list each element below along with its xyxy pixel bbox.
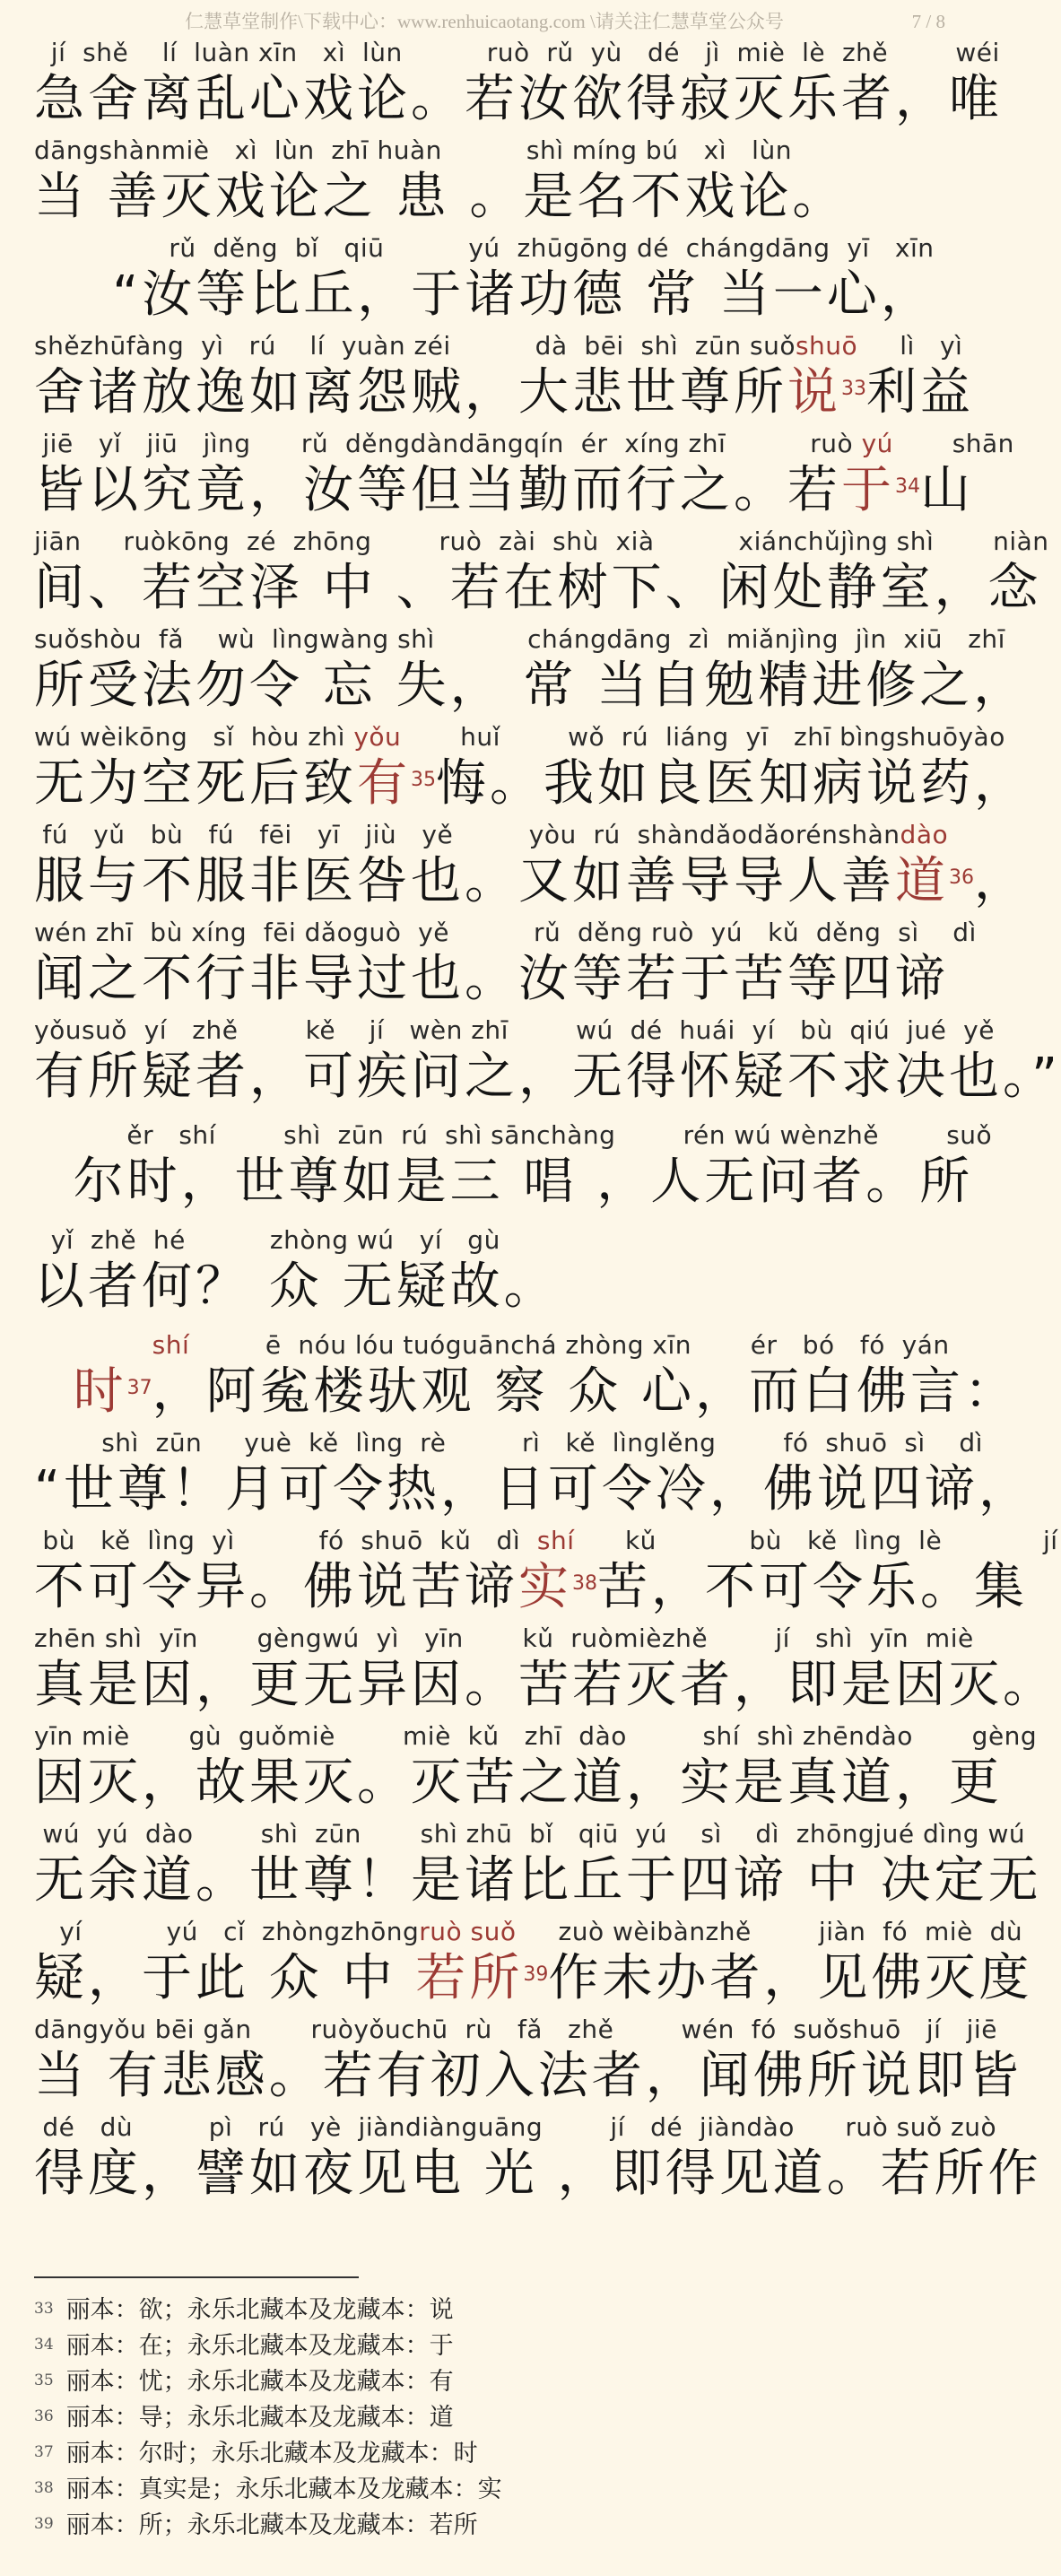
pinyin-text: yí yú cǐ zhòngzhōng [34,1917,420,1946]
hanzi-text: 当 有悲感。若有初入法者，闻佛所说即皆 [34,2047,1022,2105]
pinyin-line [34,231,940,265]
hanzi-text: 服与不服非医咎也。又如善导导人善 [34,852,895,910]
hanzi-line [34,461,974,524]
pinyin-variant: shí [536,1526,575,1555]
hanzi-text: 得度，譬如夜见电 光 ，即得见道。若所作 [34,2145,1042,2203]
footnote-number: 37 [34,2443,54,2461]
footnote-marker: 39 [523,1963,549,1986]
pinyin-variant: yú [861,429,893,458]
pinyin-variant: ruò suǒ [419,1917,517,1946]
footnote-marker: 37 [126,1377,152,1399]
text-line [34,36,1003,134]
variant-character: 于 [841,461,895,519]
text-body [34,36,1061,2208]
hanzi-line [34,70,1003,133]
footnote-text: 丽本：导；永乐北藏本及龙藏本：道 [65,2404,454,2432]
text-line [34,622,1028,720]
hanzi-line [34,363,974,426]
hanzi-line [34,1048,1061,1110]
pinyin-line [34,818,949,852]
text-line [34,1524,1058,1622]
text-line [34,1622,1057,1719]
hanzi-line [34,1362,1019,1425]
footnote-divider [34,2276,359,2278]
variant-character: 实 [518,1558,572,1616]
variant-character: 若所 [415,1949,524,2007]
pinyin-text: ē nóu lóu tuóguānchá zhòng xīn ér bó fó yán [189,1330,950,1360]
pinyin-line [34,525,1049,559]
pinyin-text: jí shě lí luàn xīn xì lùn ruò rǔ yù dé jì miè lè zhě wéi [34,38,1000,67]
variant-character: 时 [73,1362,127,1421]
hanzi-text: 所受法勿令 忘 失， 常 当自勉精进修之， [34,657,1028,715]
hanzi-text: 悔。我如良医知病说药， [436,754,1028,813]
text-line [34,525,1049,622]
hanzi-text: 急舍离乱心戏论。若汝欲得寂灭乐者，唯 [34,70,1003,128]
text-line [34,1915,1033,2013]
footnote-item [34,2364,931,2400]
hanzi-text: 间、若空泽 中 、若在树下、闲处静室，念 [34,559,1042,617]
pinyin-line [34,622,1005,657]
text-line [34,916,977,1014]
footnote-number: 34 [34,2336,54,2354]
pinyin-text: kǔ bù kě lìng lè jí [574,1526,1058,1555]
text-line [34,1328,1019,1426]
variant-character: 道 [895,852,949,910]
pinyin-line [34,1915,1023,1949]
hanzi-text: 舍诸放逸如离怨贼，大悲世尊所 [34,363,787,422]
pinyin-variant: shuō [795,331,858,361]
pinyin-text: shì zūn yuè kě lìng rè rì kě lìnglěng fó shuō sì dì [34,1428,983,1458]
footnote-number: 39 [34,2515,54,2533]
hanzi-text: 尔时，世尊如是三 唱 ，人无问者。所 [34,1153,974,1211]
footnote-marker: 34 [895,475,920,498]
hanzi-line [34,1558,1028,1621]
pinyin-text: huǐ wǒ rú liáng yī zhī bìngshuōyào [401,722,1005,752]
footnote-marker: 36 [949,866,974,889]
footnote-item [34,2436,931,2472]
pinyin-text: yǒusuǒ yí zhě kě jí wèn zhī wú dé huái yí bù qiú jué yě [34,1015,995,1045]
pinyin-text: dé dù pì rú yè jiàndiànguāng jí dé jiàndào ruò suǒ zuò [34,2112,997,2142]
pinyin-text: rǔ děng bǐ qiū yú zhūgōng dé chángdāng yī xīn [34,233,935,263]
pinyin-variant: yǒu [353,722,402,752]
hanzi-text: 山 [920,461,974,519]
pinyin-text: zhēn shì yīn gèngwú yì yīn kǔ ruòmièzhě jí shì yīn miè [34,1623,974,1653]
hanzi-text [34,1362,74,1421]
footnote-marker: 38 [572,1572,597,1595]
hanzi-text: 无余道。世尊！是诸比丘于四谛 中 决定无 [34,1851,1042,1910]
hanzi-text: 不可令异。佛说苦谛 [34,1558,518,1616]
pinyin-text: fú yǔ bù fú fēi yī jiù yě yòu rú shàndǎodǎorénshàn [34,820,900,849]
pinyin-line [34,1719,1038,1754]
hanzi-text: “世尊！月可令热，日可令冷，佛说四谛， [34,1460,1033,1519]
variant-character: 有 [357,754,411,813]
pinyin-text: bù kě lìng yì fó shuō kǔ dì [34,1526,537,1555]
hanzi-text: 疑，于此 众 中 [34,1949,416,2007]
pinyin-line [34,2013,997,2047]
text-line [34,1426,1033,1524]
hanzi-line [34,852,1028,915]
footnote-number: 35 [34,2371,54,2389]
hanzi-text: 因灭，故果灭。灭苦之道，实是真道，更 [34,1754,1003,1812]
pinyin-text: dāngyǒu bēi gǎn ruòyǒuchū rù fǎ zhě wén fó suǒshuō jí jiē [34,2015,997,2044]
hanzi-line [34,2047,1022,2110]
text-line [34,1118,993,1216]
footnote-text: 丽本：欲；永乐北藏本及龙藏本：说 [65,2296,454,2324]
pinyin-line [34,1118,993,1153]
text-line [34,1817,1042,1915]
pinyin-text: wén zhī bù xíng fēi dǎoguò yě rǔ děng ruò yú kǔ děng sì dì [34,918,977,947]
hanzi-text: 作未办者，见佛灭度 [548,1949,1033,2007]
hanzi-line [34,2145,1042,2207]
footnote-text: 丽本：在；永乐北藏本及龙藏本：于 [65,2332,454,2360]
text-line [34,1014,1061,1111]
hanzi-text: “汝等比丘，于诸功德 常 当一心， [34,265,935,324]
footnote-item [34,2400,931,2436]
pinyin-line [34,329,963,363]
hanzi-line [34,1460,1033,1523]
text-line [34,2110,1042,2208]
hanzi-line [34,754,1028,817]
pinyin-line [34,916,977,950]
hanzi-text: 闻之不行非导过也。汝等若于苦等四谛 [34,950,949,1008]
text-line [34,2013,1022,2110]
variant-character: 说 [787,363,841,422]
footnote-number: 33 [34,2300,54,2318]
hanzi-text: 以者何？ 众 无疑故。 [34,1258,558,1316]
text-line [34,818,1028,916]
pinyin-text: shězhūfàng yì rú lí yuàn zéi dà bēi shì zūn suǒ [34,331,796,361]
pinyin-text: wú wèikōng sǐ hòu zhì [34,722,354,752]
hanzi-text: 无为空死后致 [34,754,357,813]
footnote-item [34,2293,931,2328]
pinyin-text: jiān ruòkōng zé zhōng ruò zài shù xià xiánchǔjìng shì niàn [34,527,1049,556]
hanzi-text: ， [974,852,1028,910]
pinyin-text: dāngshànmiè xì lùn zhī huàn shì míng bú xì lùn [34,135,792,165]
pinyin-line [34,134,940,168]
footnote-number: 38 [34,2479,54,2497]
text-line [34,1223,940,1321]
footnote-text: 丽本：忧；永乐北藏本及龙藏本：有 [65,2368,454,2396]
pinyin-text: jiē yǐ jiū jìng rǔ děngdàndāngqín ér xíng zhī ruò [34,429,862,458]
hanzi-line [34,1656,1057,1719]
footnote-item [34,2472,931,2508]
pinyin-text: yǐ zhě hé zhòng wú yí gù [34,1225,500,1255]
hanzi-text: 皆以究竟，汝等但当勤而行之。若 [34,461,841,519]
hanzi-text: 有所疑者，可疾问之，无得怀疑不求决也。” [34,1048,1061,1106]
pinyin-text: yīn miè gù guǒmiè miè kǔ zhī dào shí shì zhēndào gèng [34,1721,1038,1751]
footnote-text: 丽本：尔时；永乐北藏本及龙藏本：时 [65,2440,478,2467]
text-line [34,329,974,427]
hanzi-line [34,1258,940,1320]
pinyin-line [34,720,1005,754]
hanzi-text: 苦，不可令乐。集 [597,1558,1028,1616]
hanzi-line [34,1153,974,1215]
pinyin-line [34,1014,995,1048]
pinyin-line [34,1622,974,1656]
hanzi-line [34,559,1042,622]
pinyin-line [34,2110,997,2145]
hanzi-line [34,950,949,1013]
footnote-text: 丽本：所；永乐北藏本及龙藏本：若所 [65,2511,478,2539]
page-header: 仁慧草堂制作\下载中心：www.renhuicaotang.com \请关注仁慧草堂公众号 [185,11,784,32]
footnotes [34,2293,931,2544]
hanzi-text: 当 善灭戏论之 患 。是名不戏论。 [34,168,847,226]
pinyin-text: suǒshòu fǎ wù lìngwàng shì chángdāng zì miǎnjìng jìn xiū zhī [34,624,1005,654]
hanzi-line [34,168,940,231]
hanzi-text: 利益 [866,363,974,422]
pinyin-text: lì yì [857,331,963,361]
pinyin-line [34,427,1014,461]
hanzi-line [34,657,1028,719]
pinyin-line [34,36,1000,70]
pinyin-line [34,1817,1026,1851]
pinyin-line [34,1524,1058,1558]
pinyin-variant: shí [34,1330,190,1360]
hanzi-text: ，阿㝹楼驮观 察 众 心，而白佛言： [152,1362,1019,1421]
page-number: 7 / 8 [911,11,945,32]
pinyin-text: ěr shí shì zūn rú shì sānchàng rén wú wènzhě suǒ [34,1120,993,1150]
pinyin-line [34,1426,983,1460]
hanzi-line [34,1949,1033,2012]
pinyin-variant: dào [900,820,949,849]
text-line [34,427,1014,525]
pinyin-text: shān [892,429,1014,458]
hanzi-text: 真是因，更无异因。苦若灭者，即是因灭。 [34,1656,1057,1714]
footnote-number: 36 [34,2407,54,2425]
footnote-item [34,2508,931,2544]
text-line [34,720,1028,818]
footnote-item [34,2328,931,2364]
text-line [34,1719,1038,1817]
hanzi-line [34,265,940,328]
pinyin-text: wú yú dào shì zūn shì zhū bǐ qiū yú sì dì zhōngjué dìng wú [34,1819,1026,1849]
pinyin-line [34,1328,950,1362]
pinyin-line [34,1223,940,1258]
pinyin-text: zuò wèibànzhě jiàn fó miè dù [516,1917,1023,1946]
footnote-marker: 33 [841,378,866,400]
footnote-marker: 35 [411,769,436,791]
footnote-text: 丽本：真实是；永乐北藏本及龙藏本：实 [65,2476,502,2503]
text-line [34,231,940,329]
hanzi-line [34,1851,1042,1914]
text-line [34,134,940,231]
hanzi-line [34,1754,1003,1816]
